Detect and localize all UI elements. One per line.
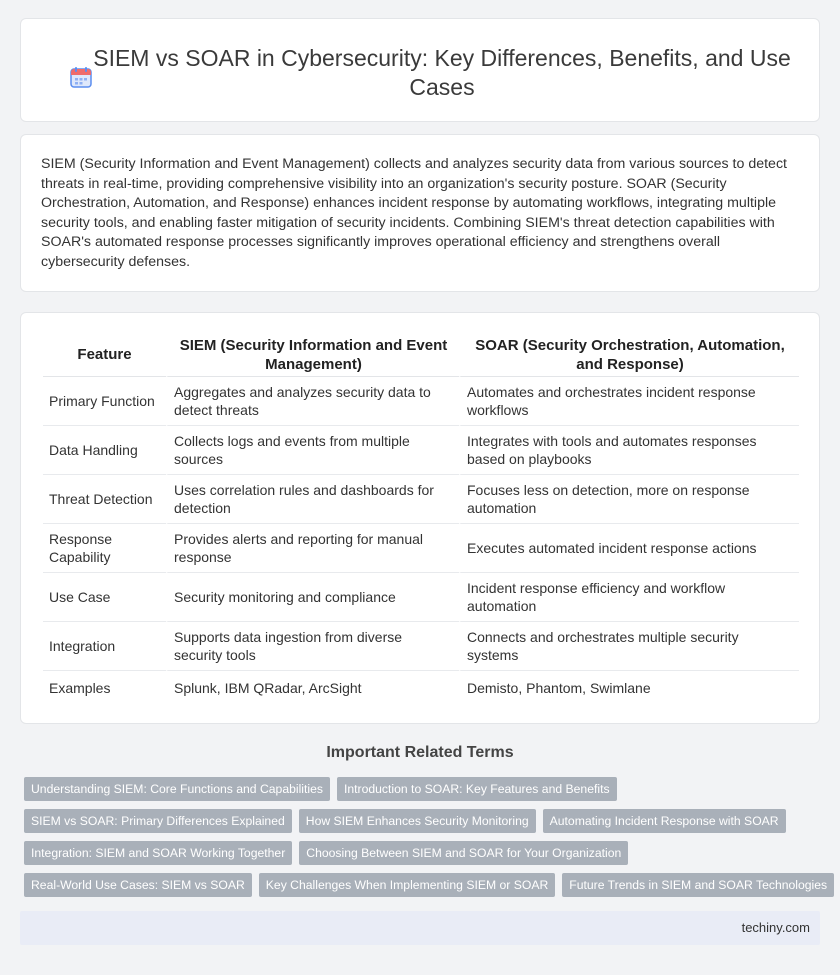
soar-cell: Executes automated incident response actions (459, 524, 799, 573)
comparison-table-card (20, 312, 820, 724)
siem-cell: Provides alerts and reporting for manual response (166, 524, 459, 573)
siem-cell: Uses correlation rules and dashboards for detection (166, 475, 459, 524)
tag-row (24, 809, 804, 833)
soar-cell: Automates and orchestrates incident response workflows (459, 377, 799, 426)
comparison-table (43, 333, 799, 704)
title-card (20, 18, 820, 122)
soar-cell: Integrates with tools and automates responses based on playbooks (459, 426, 799, 475)
table-row (43, 622, 799, 671)
siem-cell: Splunk, IBM QRadar, ArcSight (166, 671, 459, 704)
related-terms-title: Important Related Terms (326, 744, 514, 761)
table-header-row (43, 333, 799, 377)
related-term-link[interactable]: Understanding SIEM: Core Functions and Capabilities (24, 777, 330, 801)
intro-card (20, 134, 820, 292)
feature-cell: Use Case (43, 573, 166, 622)
intro-paragraph: SIEM (Security Information and Event Management) collects and analyzes security data from various sources to detect threats in real-time, providing comprehensive visibility into an organization's security posture. SOAR (Security Orchestration, Automation, and Response) enhances incident response by automating workflows, integrating multiple security tools, and enabling faster mitigation of security incidents. Combining SIEM's threat detection capabilities with SOAR's automated response processes significantly improves operational efficiency and strengthens overall cybersecurity defenses. (41, 156, 787, 270)
soar-cell: Demisto, Phantom, Swimlane (459, 671, 799, 704)
page-title: SIEM vs SOAR in Cybersecurity: Key Differences, Benefits, and Use Cases (93, 45, 791, 100)
siem-cell: Security monitoring and compliance (166, 573, 459, 622)
footer-brand[interactable]: techiny.com (741, 920, 810, 935)
feature-cell: Integration (43, 622, 166, 671)
table-row (43, 377, 799, 426)
related-term-link[interactable]: Choosing Between SIEM and SOAR for Your Organization (299, 841, 628, 865)
header-feature: Feature (43, 333, 166, 377)
related-term-link[interactable]: Automating Incident Response with SOAR (543, 809, 786, 833)
table-row (43, 524, 799, 573)
table-row (43, 573, 799, 622)
soar-cell: Incident response efficiency and workflow automation (459, 573, 799, 622)
related-term-link[interactable]: Key Challenges When Implementing SIEM or SOAR (259, 873, 555, 897)
related-terms-list (24, 777, 828, 905)
soar-cell: Connects and orchestrates multiple security systems (459, 622, 799, 671)
siem-cell: Supports data ingestion from diverse security tools (166, 622, 459, 671)
related-term-link[interactable]: Real-World Use Cases: SIEM vs SOAR (24, 873, 252, 897)
related-term-link[interactable]: SIEM vs SOAR: Primary Differences Explained (24, 809, 292, 833)
header-siem: SIEM (Security Information and Event Management) (166, 333, 459, 377)
related-term-link[interactable]: How SIEM Enhances Security Monitoring (299, 809, 536, 833)
tag-row (24, 873, 828, 897)
tag-row (24, 841, 804, 865)
feature-cell: Response Capability (43, 524, 166, 573)
footer (20, 911, 820, 945)
table-row (43, 475, 799, 524)
related-term-link[interactable]: Integration: SIEM and SOAR Working Together (24, 841, 292, 865)
feature-cell: Examples (49, 679, 111, 696)
soar-cell: Focuses less on detection, more on response automation (459, 475, 799, 524)
siem-cell: Aggregates and analyzes security data to detect threats (166, 377, 459, 426)
feature-cell: Data Handling (43, 426, 166, 475)
header-soar: SOAR (Security Orchestration, Automation, and Response) (459, 333, 799, 377)
related-term-link[interactable]: Introduction to SOAR: Key Features and Benefits (337, 777, 617, 801)
siem-cell: Collects logs and events from multiple sources (166, 426, 459, 475)
tag-row (24, 777, 804, 801)
related-term-link[interactable]: Future Trends in SIEM and SOAR Technologies (562, 873, 834, 897)
table-row (43, 426, 799, 475)
feature-cell: Primary Function (43, 377, 166, 426)
table-row (43, 671, 799, 704)
feature-cell: Threat Detection (43, 475, 166, 524)
